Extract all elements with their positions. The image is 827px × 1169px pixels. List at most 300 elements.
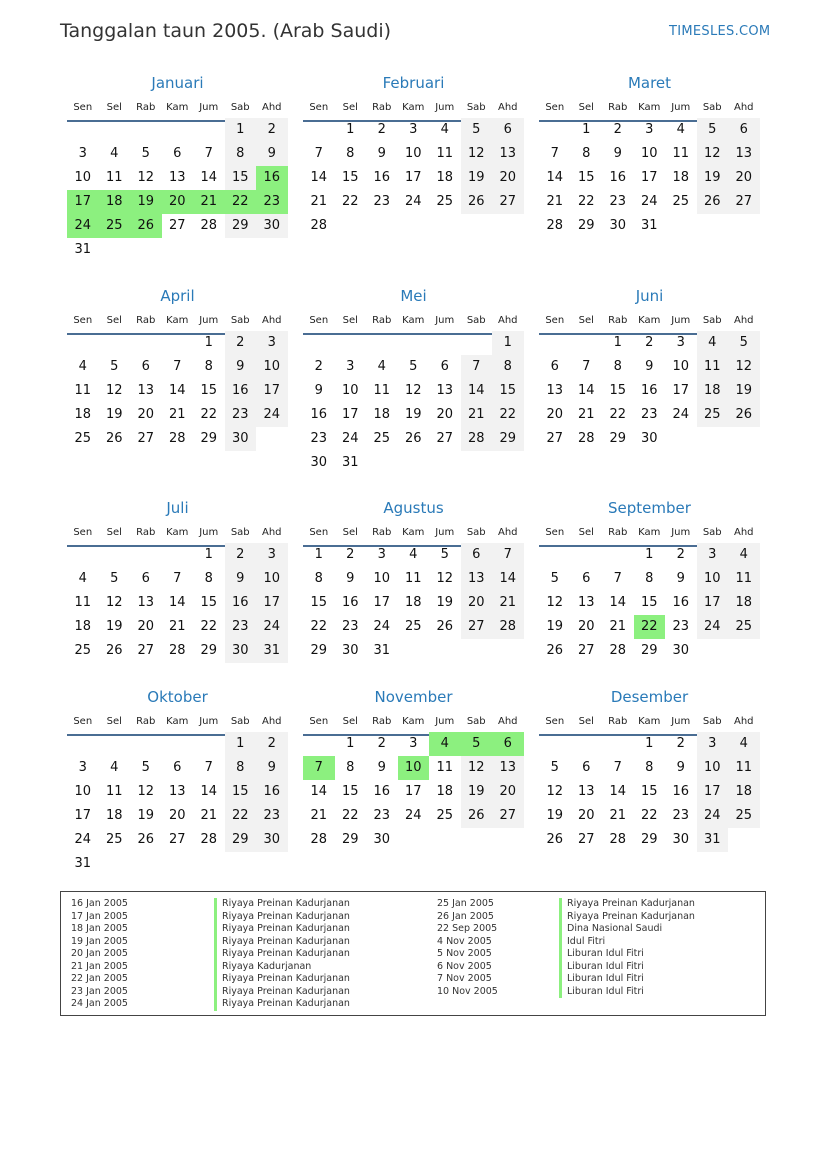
day-cell: 14	[609, 595, 627, 610]
day-cell: 12	[137, 170, 155, 185]
day-cell: 9	[225, 567, 257, 591]
day-cell: 25	[404, 619, 422, 634]
day-cell: 2	[346, 547, 355, 562]
legend-date: 6 Nov 2005	[437, 960, 492, 972]
day-cell: 22	[341, 194, 359, 209]
day-cell: 4	[697, 331, 729, 355]
day-cell: 13	[168, 170, 186, 185]
day-cell: 8	[346, 146, 355, 161]
day-cell: 25	[436, 808, 454, 823]
day-cell: 1	[346, 736, 355, 751]
weekday-header: Ahd	[733, 102, 754, 113]
day-cell: 30	[310, 455, 328, 470]
day-cell: 1	[204, 335, 213, 350]
day-cell: 23	[310, 431, 328, 446]
day-cell: 8	[204, 571, 213, 586]
day-cell: 26	[436, 619, 454, 634]
day-cell: 10	[74, 784, 92, 799]
day-cell: 5	[141, 760, 150, 775]
day-cell: 8	[204, 359, 213, 374]
weekday-header: Sab	[702, 716, 722, 727]
day-cell: 5	[697, 118, 729, 142]
day-cell: 22	[310, 619, 328, 634]
holiday-day-cell: 19	[130, 190, 162, 214]
day-cell: 9	[314, 383, 323, 398]
day-cell: 26	[137, 832, 155, 847]
holiday-day-cell: 22	[225, 190, 257, 214]
day-cell: 25	[105, 832, 123, 847]
weekday-header: Rab	[136, 102, 156, 113]
day-cell: 30	[256, 214, 288, 238]
day-cell: 22	[200, 619, 218, 634]
weekday-header: Sel	[578, 527, 594, 538]
day-cell: 29	[310, 643, 328, 658]
day-cell: 7	[461, 355, 493, 379]
day-cell: 10	[404, 146, 422, 161]
month-name: September	[608, 499, 691, 517]
month-name: April	[160, 287, 195, 305]
day-cell: 14	[200, 170, 218, 185]
day-cell: 24	[672, 407, 690, 422]
weekday-header: Rab	[136, 716, 156, 727]
day-cell: 26	[728, 403, 760, 427]
day-cell: 1	[225, 118, 257, 142]
day-cell: 11	[728, 756, 760, 780]
day-cell: 12	[461, 142, 493, 166]
day-cell: 9	[346, 571, 355, 586]
weekday-header: Ahd	[497, 527, 518, 538]
day-cell: 14	[200, 784, 218, 799]
weekday-header: Rab	[608, 527, 628, 538]
day-cell: 18	[728, 591, 760, 615]
day-cell: 13	[168, 784, 186, 799]
day-cell: 29	[577, 218, 595, 233]
day-cell: 29	[640, 832, 658, 847]
day-cell: 6	[141, 359, 150, 374]
day-cell: 25	[436, 194, 454, 209]
day-cell: 5	[110, 571, 119, 586]
day-cell: 21	[461, 403, 493, 427]
day-cell: 8	[645, 760, 654, 775]
day-cell: 19	[105, 407, 123, 422]
day-cell: 17	[672, 383, 690, 398]
day-cell: 15	[225, 780, 257, 804]
day-cell: 15	[609, 383, 627, 398]
month-name: Juni	[635, 287, 664, 305]
legend-date: 25 Jan 2005	[437, 898, 494, 909]
weekday-header: Rab	[136, 315, 156, 326]
day-cell: 17	[404, 170, 422, 185]
day-cell: 1	[492, 331, 524, 355]
legend-date: 22 Jan 2005	[71, 973, 128, 984]
day-cell: 25	[373, 431, 391, 446]
holiday-day-cell: 18	[99, 190, 131, 214]
weekday-header: Sen	[309, 315, 329, 326]
day-cell: 14	[310, 170, 328, 185]
brand-link[interactable]: TIMESLES.COM	[669, 24, 771, 39]
day-cell: 20	[546, 407, 564, 422]
day-cell: 3	[256, 331, 288, 355]
day-cell: 27	[546, 431, 564, 446]
weekday-header: Sen	[545, 102, 565, 113]
day-cell: 17	[640, 170, 658, 185]
day-cell: 4	[78, 571, 87, 586]
day-cell: 10	[373, 571, 391, 586]
day-cell: 25	[74, 643, 92, 658]
legend-date: 23 Jan 2005	[71, 985, 128, 997]
day-cell: 16	[225, 379, 257, 403]
day-cell: 7	[314, 146, 323, 161]
day-cell: 16	[256, 780, 288, 804]
day-cell: 2	[225, 331, 257, 355]
day-cell: 24	[404, 808, 422, 823]
weekday-header: Kam	[166, 315, 189, 326]
weekday-header: Sel	[342, 527, 358, 538]
day-cell: 27	[137, 643, 155, 658]
day-cell: 29	[341, 832, 359, 847]
day-cell: 23	[609, 194, 627, 209]
day-cell: 23	[640, 407, 658, 422]
day-cell: 24	[74, 832, 92, 847]
weekday-header: Sen	[73, 527, 93, 538]
legend-holiday-name: Liburan Idul Fitri	[559, 973, 695, 986]
day-cell: 2	[645, 335, 654, 350]
day-cell: 4	[728, 732, 760, 756]
weekday-header: Rab	[608, 716, 628, 727]
day-cell: 30	[672, 643, 690, 658]
day-cell: 25	[672, 194, 690, 209]
day-cell: 12	[546, 595, 564, 610]
day-cell: 9	[676, 571, 685, 586]
day-cell: 15	[200, 383, 218, 398]
legend-date: 17 Jan 2005	[71, 910, 128, 922]
day-cell: 16	[373, 170, 391, 185]
day-cell: 18	[74, 407, 92, 422]
weekday-header: Ahd	[261, 527, 282, 538]
day-cell: 16	[672, 784, 690, 799]
weekday-header: Sab	[230, 527, 250, 538]
legend-holiday-name: Riyaya Preinan Kadurjanan	[214, 986, 350, 999]
weekday-header: Sab	[702, 527, 722, 538]
day-cell: 5	[440, 547, 449, 562]
day-cell: 29	[492, 427, 524, 451]
day-cell: 29	[640, 643, 658, 658]
day-cell: 9	[613, 146, 622, 161]
weekday-header: Sab	[702, 315, 722, 326]
legend-date: 21 Jan 2005	[71, 960, 128, 972]
day-cell: 21	[609, 808, 627, 823]
day-cell: 28	[609, 832, 627, 847]
day-cell: 18	[697, 379, 729, 403]
day-cell: 13	[546, 383, 564, 398]
day-cell: 11	[74, 383, 92, 398]
day-cell: 20	[492, 166, 524, 190]
day-cell: 21	[168, 619, 186, 634]
day-cell: 7	[582, 359, 591, 374]
weekday-header: Jum	[435, 102, 455, 113]
day-cell: 31	[697, 828, 729, 852]
day-cell: 7	[613, 760, 622, 775]
weekday-header: Jum	[199, 716, 219, 727]
weekday-header: Kam	[166, 527, 189, 538]
day-cell: 2	[676, 736, 685, 751]
day-cell: 27	[577, 832, 595, 847]
day-cell: 26	[546, 643, 564, 658]
weekday-header: Kam	[402, 716, 425, 727]
day-cell: 14	[577, 383, 595, 398]
day-cell: 9	[377, 760, 386, 775]
day-cell: 6	[492, 118, 524, 142]
day-cell: 3	[676, 335, 685, 350]
day-cell: 7	[492, 543, 524, 567]
day-cell: 10	[256, 355, 288, 379]
day-cell: 20	[436, 407, 454, 422]
weekday-header: Sel	[106, 527, 122, 538]
day-cell: 16	[609, 170, 627, 185]
day-cell: 9	[645, 359, 654, 374]
day-cell: 27	[492, 804, 524, 828]
day-cell: 25	[728, 615, 760, 639]
day-cell: 11	[404, 571, 422, 586]
day-cell: 10	[672, 359, 690, 374]
day-cell: 26	[461, 804, 493, 828]
day-cell: 9	[676, 760, 685, 775]
day-cell: 30	[256, 828, 288, 852]
day-cell: 3	[256, 543, 288, 567]
weekday-header: Sen	[309, 527, 329, 538]
day-cell: 27	[168, 218, 186, 233]
weekday-header: Sab	[230, 102, 250, 113]
weekday-header: Ahd	[733, 527, 754, 538]
day-cell: 22	[492, 403, 524, 427]
weekday-header: Jum	[435, 527, 455, 538]
day-cell: 12	[137, 784, 155, 799]
legend-holiday-name: Riyaya Kadurjanan	[214, 961, 350, 974]
legend-date: 4 Nov 2005	[437, 935, 492, 947]
weekday-header: Sab	[466, 102, 486, 113]
day-cell: 17	[341, 407, 359, 422]
weekday-header: Sen	[545, 315, 565, 326]
day-cell: 14	[168, 595, 186, 610]
day-cell: 18	[74, 619, 92, 634]
day-cell: 17	[74, 808, 92, 823]
weekday-header: Jum	[199, 527, 219, 538]
weekday-header: Sel	[578, 315, 594, 326]
day-cell: 21	[310, 194, 328, 209]
legend-date: 26 Jan 2005	[437, 910, 494, 922]
day-cell: 14	[461, 379, 493, 403]
holiday-day-cell: 5	[461, 732, 493, 756]
weekday-header: Jum	[671, 716, 691, 727]
day-cell: 24	[373, 619, 391, 634]
holiday-day-cell: 16	[256, 166, 288, 190]
day-cell: 12	[546, 784, 564, 799]
day-cell: 12	[404, 383, 422, 398]
day-cell: 23	[225, 403, 257, 427]
day-cell: 16	[640, 383, 658, 398]
day-cell: 8	[314, 571, 323, 586]
day-cell: 18	[436, 784, 454, 799]
weekday-header: Sel	[106, 102, 122, 113]
day-cell: 8	[492, 355, 524, 379]
holiday-day-cell: 22	[634, 615, 666, 639]
day-cell: 23	[373, 194, 391, 209]
day-cell: 24	[640, 194, 658, 209]
day-cell: 25	[728, 804, 760, 828]
day-cell: 19	[105, 619, 123, 634]
day-cell: 1	[225, 732, 257, 756]
weekday-header: Sel	[342, 102, 358, 113]
day-cell: 30	[373, 832, 391, 847]
day-cell: 7	[173, 571, 182, 586]
day-cell: 23	[672, 808, 690, 823]
day-cell: 4	[440, 122, 449, 137]
day-cell: 19	[546, 808, 564, 823]
holiday-day-cell: 26	[130, 214, 162, 238]
legend-holiday-name: Riyaya Preinan Kadurjanan	[214, 973, 350, 986]
day-cell: 2	[377, 122, 386, 137]
month-name: Maret	[627, 74, 672, 92]
month-name: Oktober	[147, 688, 208, 706]
day-cell: 17	[404, 784, 422, 799]
day-cell: 25	[74, 431, 92, 446]
day-cell: 20	[461, 591, 493, 615]
day-cell: 28	[200, 832, 218, 847]
day-cell: 13	[492, 142, 524, 166]
day-cell: 3	[645, 122, 654, 137]
holiday-day-cell: 23	[256, 190, 288, 214]
weekday-header: Rab	[372, 315, 392, 326]
day-cell: 12	[697, 142, 729, 166]
legend-date: 24 Jan 2005	[71, 998, 128, 1009]
day-cell: 26	[404, 431, 422, 446]
day-cell: 1	[204, 547, 213, 562]
day-cell: 27	[436, 431, 454, 446]
weekday-header: Ahd	[261, 102, 282, 113]
day-cell: 21	[310, 808, 328, 823]
day-cell: 11	[728, 567, 760, 591]
day-cell: 13	[577, 595, 595, 610]
day-cell: 3	[346, 359, 355, 374]
legend-holiday-name: Riyaya Preinan Kadurjanan	[214, 948, 350, 961]
day-cell: 8	[582, 146, 591, 161]
weekday-header: Sel	[578, 716, 594, 727]
day-cell: 19	[728, 379, 760, 403]
day-cell: 24	[256, 403, 288, 427]
day-cell: 31	[256, 639, 288, 663]
day-cell: 20	[577, 619, 595, 634]
day-cell: 11	[697, 355, 729, 379]
holiday-day-cell: 17	[67, 190, 99, 214]
day-cell: 3	[697, 732, 729, 756]
day-cell: 29	[225, 828, 257, 852]
day-cell: 10	[697, 567, 729, 591]
day-cell: 14	[310, 784, 328, 799]
day-cell: 19	[137, 808, 155, 823]
day-cell: 31	[341, 455, 359, 470]
day-cell: 14	[546, 170, 564, 185]
weekday-header: Jum	[199, 315, 219, 326]
day-cell: 12	[461, 756, 493, 780]
day-cell: 9	[225, 355, 257, 379]
day-cell: 26	[461, 190, 493, 214]
legend-dates-left	[71, 898, 128, 1011]
day-cell: 5	[728, 331, 760, 355]
weekday-header: Ahd	[261, 716, 282, 727]
legend-date: 5 Nov 2005	[437, 948, 492, 959]
day-cell: 1	[314, 547, 323, 562]
day-cell: 30	[640, 431, 658, 446]
weekday-header: Kam	[166, 716, 189, 727]
day-cell: 2	[256, 732, 288, 756]
day-cell: 2	[613, 122, 622, 137]
weekday-header: Ahd	[733, 315, 754, 326]
weekday-header: Sen	[309, 102, 329, 113]
day-cell: 8	[346, 760, 355, 775]
weekday-header: Kam	[638, 527, 661, 538]
weekday-header: Sen	[545, 716, 565, 727]
day-cell: 31	[74, 242, 92, 257]
day-cell: 18	[728, 780, 760, 804]
weekday-header: Ahd	[261, 315, 282, 326]
weekday-header: Sen	[73, 102, 93, 113]
day-cell: 29	[200, 431, 218, 446]
holiday-day-cell: 24	[67, 214, 99, 238]
weekday-header: Jum	[435, 315, 455, 326]
weekday-header: Kam	[638, 716, 661, 727]
legend-date: 10 Nov 2005	[437, 985, 498, 997]
day-cell: 10	[74, 170, 92, 185]
legend-holiday-name: Riyaya Preinan Kadurjanan	[214, 998, 350, 1011]
day-cell: 7	[550, 146, 559, 161]
day-cell: 4	[110, 760, 119, 775]
month-name: Desember	[610, 688, 689, 706]
day-cell: 8	[225, 756, 257, 780]
day-cell: 28	[168, 431, 186, 446]
day-cell: 30	[225, 427, 257, 451]
day-cell: 20	[492, 780, 524, 804]
holiday-day-cell: 6	[492, 732, 524, 756]
day-cell: 6	[461, 543, 493, 567]
legend-holiday-name: Riyaya Preinan Kadurjanan	[214, 923, 350, 936]
day-cell: 4	[728, 543, 760, 567]
day-cell: 4	[110, 146, 119, 161]
day-cell: 30	[609, 218, 627, 233]
day-cell: 28	[310, 218, 328, 233]
day-cell: 7	[204, 760, 213, 775]
day-cell: 22	[341, 808, 359, 823]
day-cell: 26	[105, 431, 123, 446]
day-cell: 11	[436, 760, 454, 775]
day-cell: 2	[676, 547, 685, 562]
weekday-header: Rab	[372, 716, 392, 727]
day-cell: 19	[461, 780, 493, 804]
holiday-day-cell: 20	[162, 190, 194, 214]
day-cell: 23	[373, 808, 391, 823]
day-cell: 11	[105, 170, 123, 185]
day-cell: 7	[173, 359, 182, 374]
day-cell: 3	[409, 736, 418, 751]
day-cell: 16	[672, 595, 690, 610]
day-cell: 5	[141, 146, 150, 161]
weekday-header: Rab	[608, 102, 628, 113]
legend-date: 19 Jan 2005	[71, 935, 128, 947]
header-rule	[303, 333, 524, 335]
day-cell: 2	[314, 359, 323, 374]
day-cell: 16	[341, 595, 359, 610]
day-cell: 4	[409, 547, 418, 562]
day-cell: 10	[256, 567, 288, 591]
